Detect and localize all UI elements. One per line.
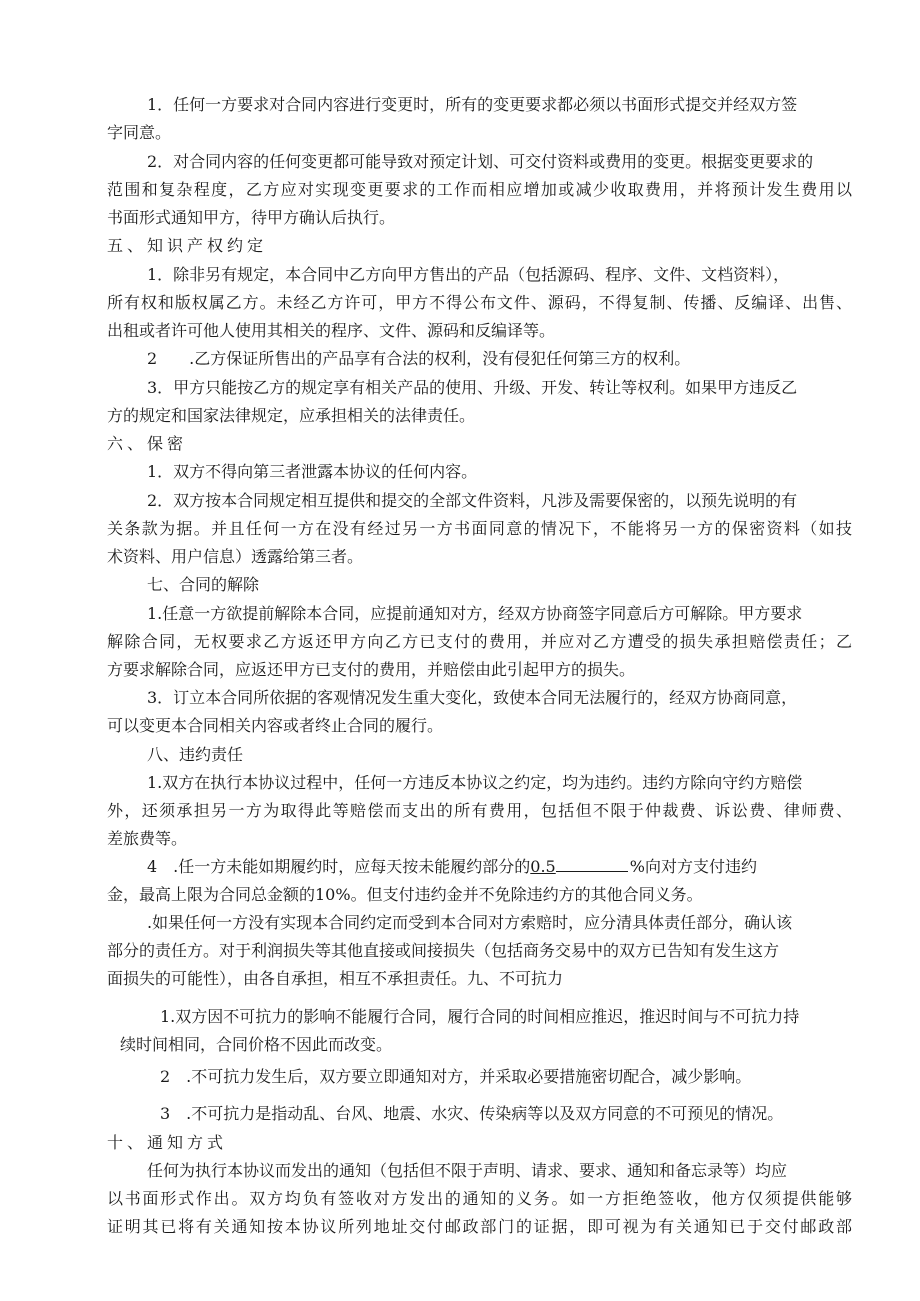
penalty-clause-line (147, 857, 757, 877)
text-line: 所有权和版权属乙方。未经乙方许可，甲方不得公布文件、源码，不得复制、传播、反编译、出售、 (107, 293, 852, 312)
text-line: 1.双方在执行本协议过程中，任何一方违反本协议之约定，均为违约。违约方除向守约方赔偿 (147, 773, 803, 792)
text-line: 方的规定和国家法律规定，应承担相关的法律责任。 (107, 406, 476, 425)
text-line: 1．双方不得向第三者泄露本协议的任何内容。 (147, 462, 478, 481)
text-line: 字同意。 (107, 123, 172, 142)
text-line: 任何为执行本协议而发出的通知（包括但不限于声明、请求、要求、通知和备忘录等）均应 (147, 1161, 788, 1180)
text-line: 关条款为据。并且任何一方在没有经过另一方书面同意的情况下，不能将另一方的保密资料（如技 (107, 519, 852, 538)
penalty-prefix: 4 .任一方未能如期履约时，应每天按未能履约部分的 (147, 857, 531, 876)
text-line: 书面形式通知甲方，待甲方确认后执行。 (107, 208, 396, 227)
text-line: 面损失的可能性），由各自承担，相互不承担责任。九、不可抗力 (107, 969, 564, 988)
text-line: 1．任何一方要求对合同内容进行变更时，所有的变更要求都必须以书面形式提交并经双方签 (147, 95, 798, 114)
text-line: 1.双方因不可抗力的影响不能履行合同，履行合同的时间相应推迟，推迟时间与不可抗力持 (160, 1007, 800, 1026)
text-line: 3 .不可抗力是指动乱、台风、地震、水灾、传染病等以及双方同意的不可预见的情况。 (160, 1104, 784, 1123)
text-line: 差旅费等。 (107, 829, 188, 848)
text-line: 外，还须承担另一方为取得此等赔偿而支出的所有费用，包括但不限于仲裁费、诉讼费、律师费、 (107, 801, 852, 820)
text-line: .如果任何一方没有实现本合同约定而受到本合同对方索赔时，应分清具体责任部分，确认该 (147, 913, 793, 932)
text-line: 部分的责任方。对于利润损失等其他直接或间接损失（包括商务交易中的双方已告知有发生这方 (107, 941, 780, 960)
text-line: 可以变更本合同相关内容或者终止合同的履行。 (107, 716, 444, 735)
text-line: 3．订立本合同所依据的客观情况发生重大变化，致使本合同无法履行的，经双方协商同意， (147, 688, 798, 707)
penalty-rate-blank (556, 857, 628, 872)
section-heading: 七、合同的解除 (147, 575, 260, 594)
text-line: 金，最高上限为合同总金额的10%。但支付违约金并不免除违约方的其他合同义务。 (107, 885, 703, 904)
text-line: 2 .不可抗力发生后，双方要立即通知对方，并采取必要措施密切配合，减少影响。 (160, 1067, 752, 1086)
section-heading: 八、违约责任 (147, 745, 244, 764)
text-line: 范围和复杂程度，乙方应对实现变更要求的工作而相应增加或减少收取费用，并将预计发生费用以 (107, 180, 852, 199)
text-line: 证明其已将有关通知按本协议所列地址交付邮政部门的证据，即可视为有关通知已于交付邮政部 (107, 1217, 852, 1236)
text-line: 1．除非另有规定，本合同中乙方向甲方售出的产品（包括源码、程序、文件、文档资料）， (147, 265, 790, 284)
text-line: 2 .乙方保证所售出的产品享有合法的权利，没有侵犯任何第三方的权利。 (147, 349, 691, 368)
text-line: 1.任意一方欲提前解除本合同，应提前通知对方，经双方协商签字同意后方可解除。甲方要求 (147, 604, 803, 623)
text-line: 方要求解除合同，应返还甲方已支付的费用，并赔偿由此引起甲方的损失。 (107, 660, 636, 679)
text-line: 出租或者许可他人使用其相关的程序、文件、源码和反编译等。 (107, 321, 556, 340)
section-heading: 十、通知方式 (107, 1133, 228, 1152)
text-line: 续时间相同，合同价格不因此而改变。 (120, 1035, 393, 1054)
text-line: 术资料、用户信息）透露给第三者。 (107, 547, 364, 566)
section-heading: 六、保密 (107, 434, 188, 453)
text-line: 解除合同，无权要求乙方返还甲方向乙方已支付的费用，并应对乙方遭受的损失承担赔偿责任；乙 (107, 632, 852, 651)
text-line: 2．对合同内容的任何变更都可能导致对预定计划、可交付资料或费用的变更。根据变更要求的 (147, 152, 814, 171)
penalty-suffix: %向对方支付违约 (629, 857, 757, 876)
text-line: 以书面形式作出。双方均负有签收对方发出的通知的义务。如一方拒绝签收，他方仅须提供能够 (107, 1189, 852, 1208)
penalty-rate-value: 0.5 (530, 857, 556, 876)
section-heading: 五、知识产权约定 (107, 236, 268, 255)
text-line: 2．双方按本合同规定相互提供和提交的全部文件资料，凡涉及需要保密的，以预先说明的有 (147, 491, 798, 510)
text-line: 3．甲方只能按乙方的规定享有相关产品的使用、升级、开发、转让等权利。如果甲方违反乙 (147, 378, 798, 397)
